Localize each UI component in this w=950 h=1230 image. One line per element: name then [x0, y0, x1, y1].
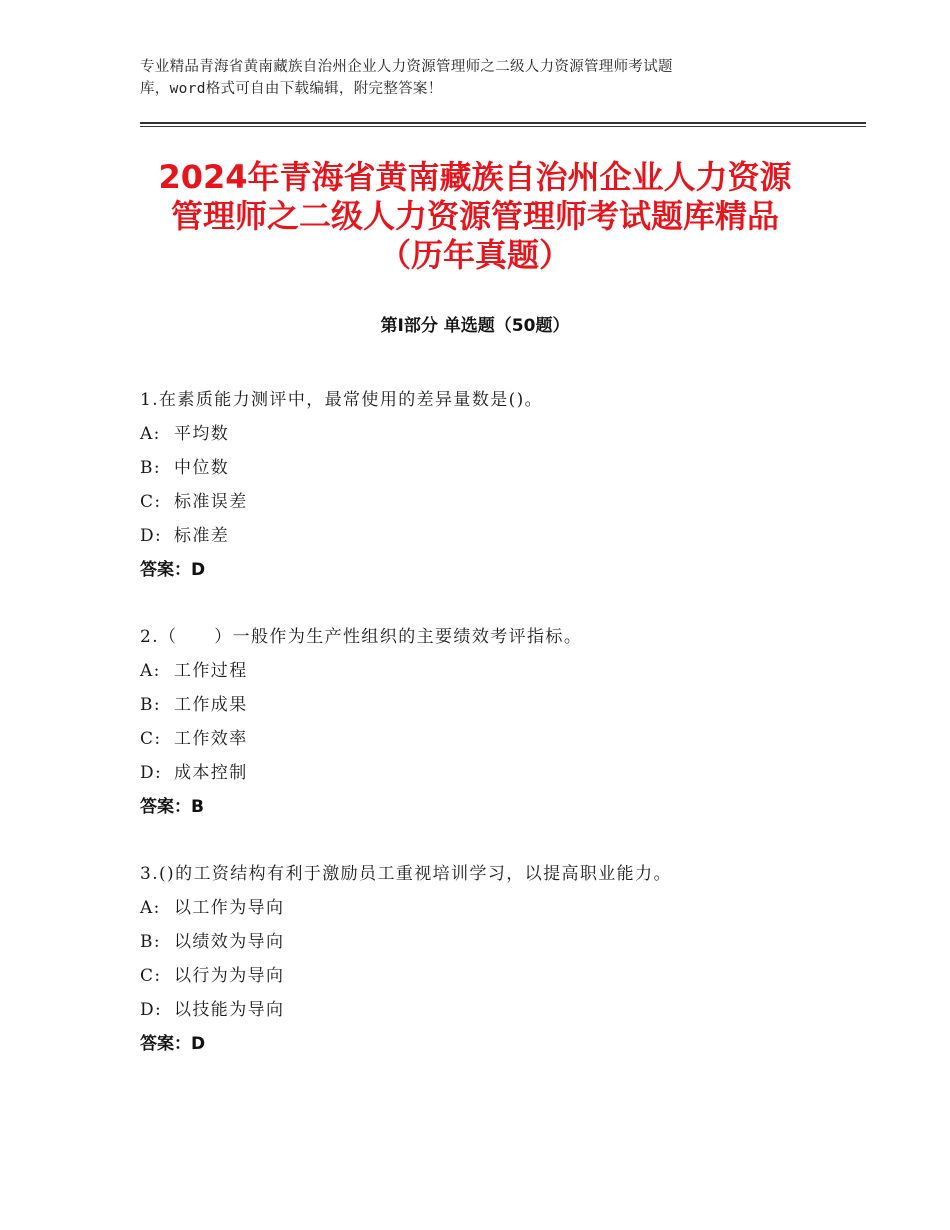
- option-text: 标准误差: [174, 492, 248, 512]
- option-letter: B:: [140, 695, 162, 715]
- option-text: 以绩效为导向: [174, 932, 285, 952]
- question-3: [140, 857, 840, 1061]
- option-letter: A:: [140, 424, 161, 444]
- question-1: [140, 383, 840, 587]
- header-rule-thin: [140, 126, 866, 127]
- option-c: [140, 722, 840, 756]
- option-text: 平均数: [174, 424, 230, 444]
- option-letter: A:: [140, 898, 161, 918]
- option-text: 中位数: [174, 458, 230, 478]
- option-c: [140, 959, 840, 993]
- option-text: 标准差: [174, 526, 230, 546]
- option-text: 以技能为导向: [174, 1000, 285, 1020]
- question-stem: 1.在素质能力测评中，最常使用的差异量数是()。: [140, 390, 544, 410]
- section-title: 第Ⅰ部分 单选题（50题）: [380, 316, 570, 336]
- header-rule-thick: [140, 122, 866, 124]
- option-c: [140, 485, 840, 519]
- option-text: 工作成果: [174, 695, 248, 715]
- option-letter: C:: [140, 492, 162, 512]
- option-letter: A:: [140, 661, 161, 681]
- question-stem: 3.()的工资结构有利于激励员工重视培训学习，以提高职业能力。: [140, 864, 672, 884]
- question-stem: 2.（ ）一般作为生产性组织的主要绩效考评指标。: [140, 627, 583, 647]
- option-letter: D:: [140, 1000, 163, 1020]
- option-letter: D:: [140, 526, 163, 546]
- option-text: 以行为为导向: [174, 966, 285, 986]
- option-a: [140, 891, 840, 925]
- option-d: [140, 519, 840, 553]
- option-letter: B:: [140, 932, 162, 952]
- option-d: [140, 756, 840, 790]
- answer-label: 答案：B: [140, 797, 204, 817]
- header-note-line-1: 专业精品青海省黄南藏族自治州企业人力资源管理师之二级人力资源管理师考试题: [140, 59, 673, 75]
- document-title-line-3: （历年真题）: [378, 236, 571, 274]
- document-title-line-1: 2024年青海省黄南藏族自治州企业人力资源: [158, 158, 792, 196]
- option-text: 成本控制: [174, 763, 248, 783]
- option-text: 工作过程: [174, 661, 248, 681]
- option-b: [140, 925, 840, 959]
- option-letter: C:: [140, 729, 162, 749]
- option-d: [140, 993, 840, 1027]
- option-a: [140, 417, 840, 451]
- option-text: 以工作为导向: [174, 898, 285, 918]
- header-note: [140, 56, 820, 100]
- option-letter: D:: [140, 763, 163, 783]
- option-b: [140, 451, 840, 485]
- answer-label: 答案：D: [140, 1034, 206, 1054]
- document-title-line-2: 管理师之二级人力资源管理师考试题库精品: [170, 197, 779, 235]
- document-title: [120, 158, 830, 275]
- header-note-line-2: 库，word格式可自由下载编辑，附完整答案！: [140, 81, 443, 97]
- option-letter: C:: [140, 966, 162, 986]
- option-text: 工作效率: [174, 729, 248, 749]
- question-list: [140, 383, 840, 1094]
- option-a: [140, 654, 840, 688]
- option-letter: B:: [140, 458, 162, 478]
- question-2: [140, 620, 840, 824]
- option-b: [140, 688, 840, 722]
- answer-label: 答案：D: [140, 560, 206, 580]
